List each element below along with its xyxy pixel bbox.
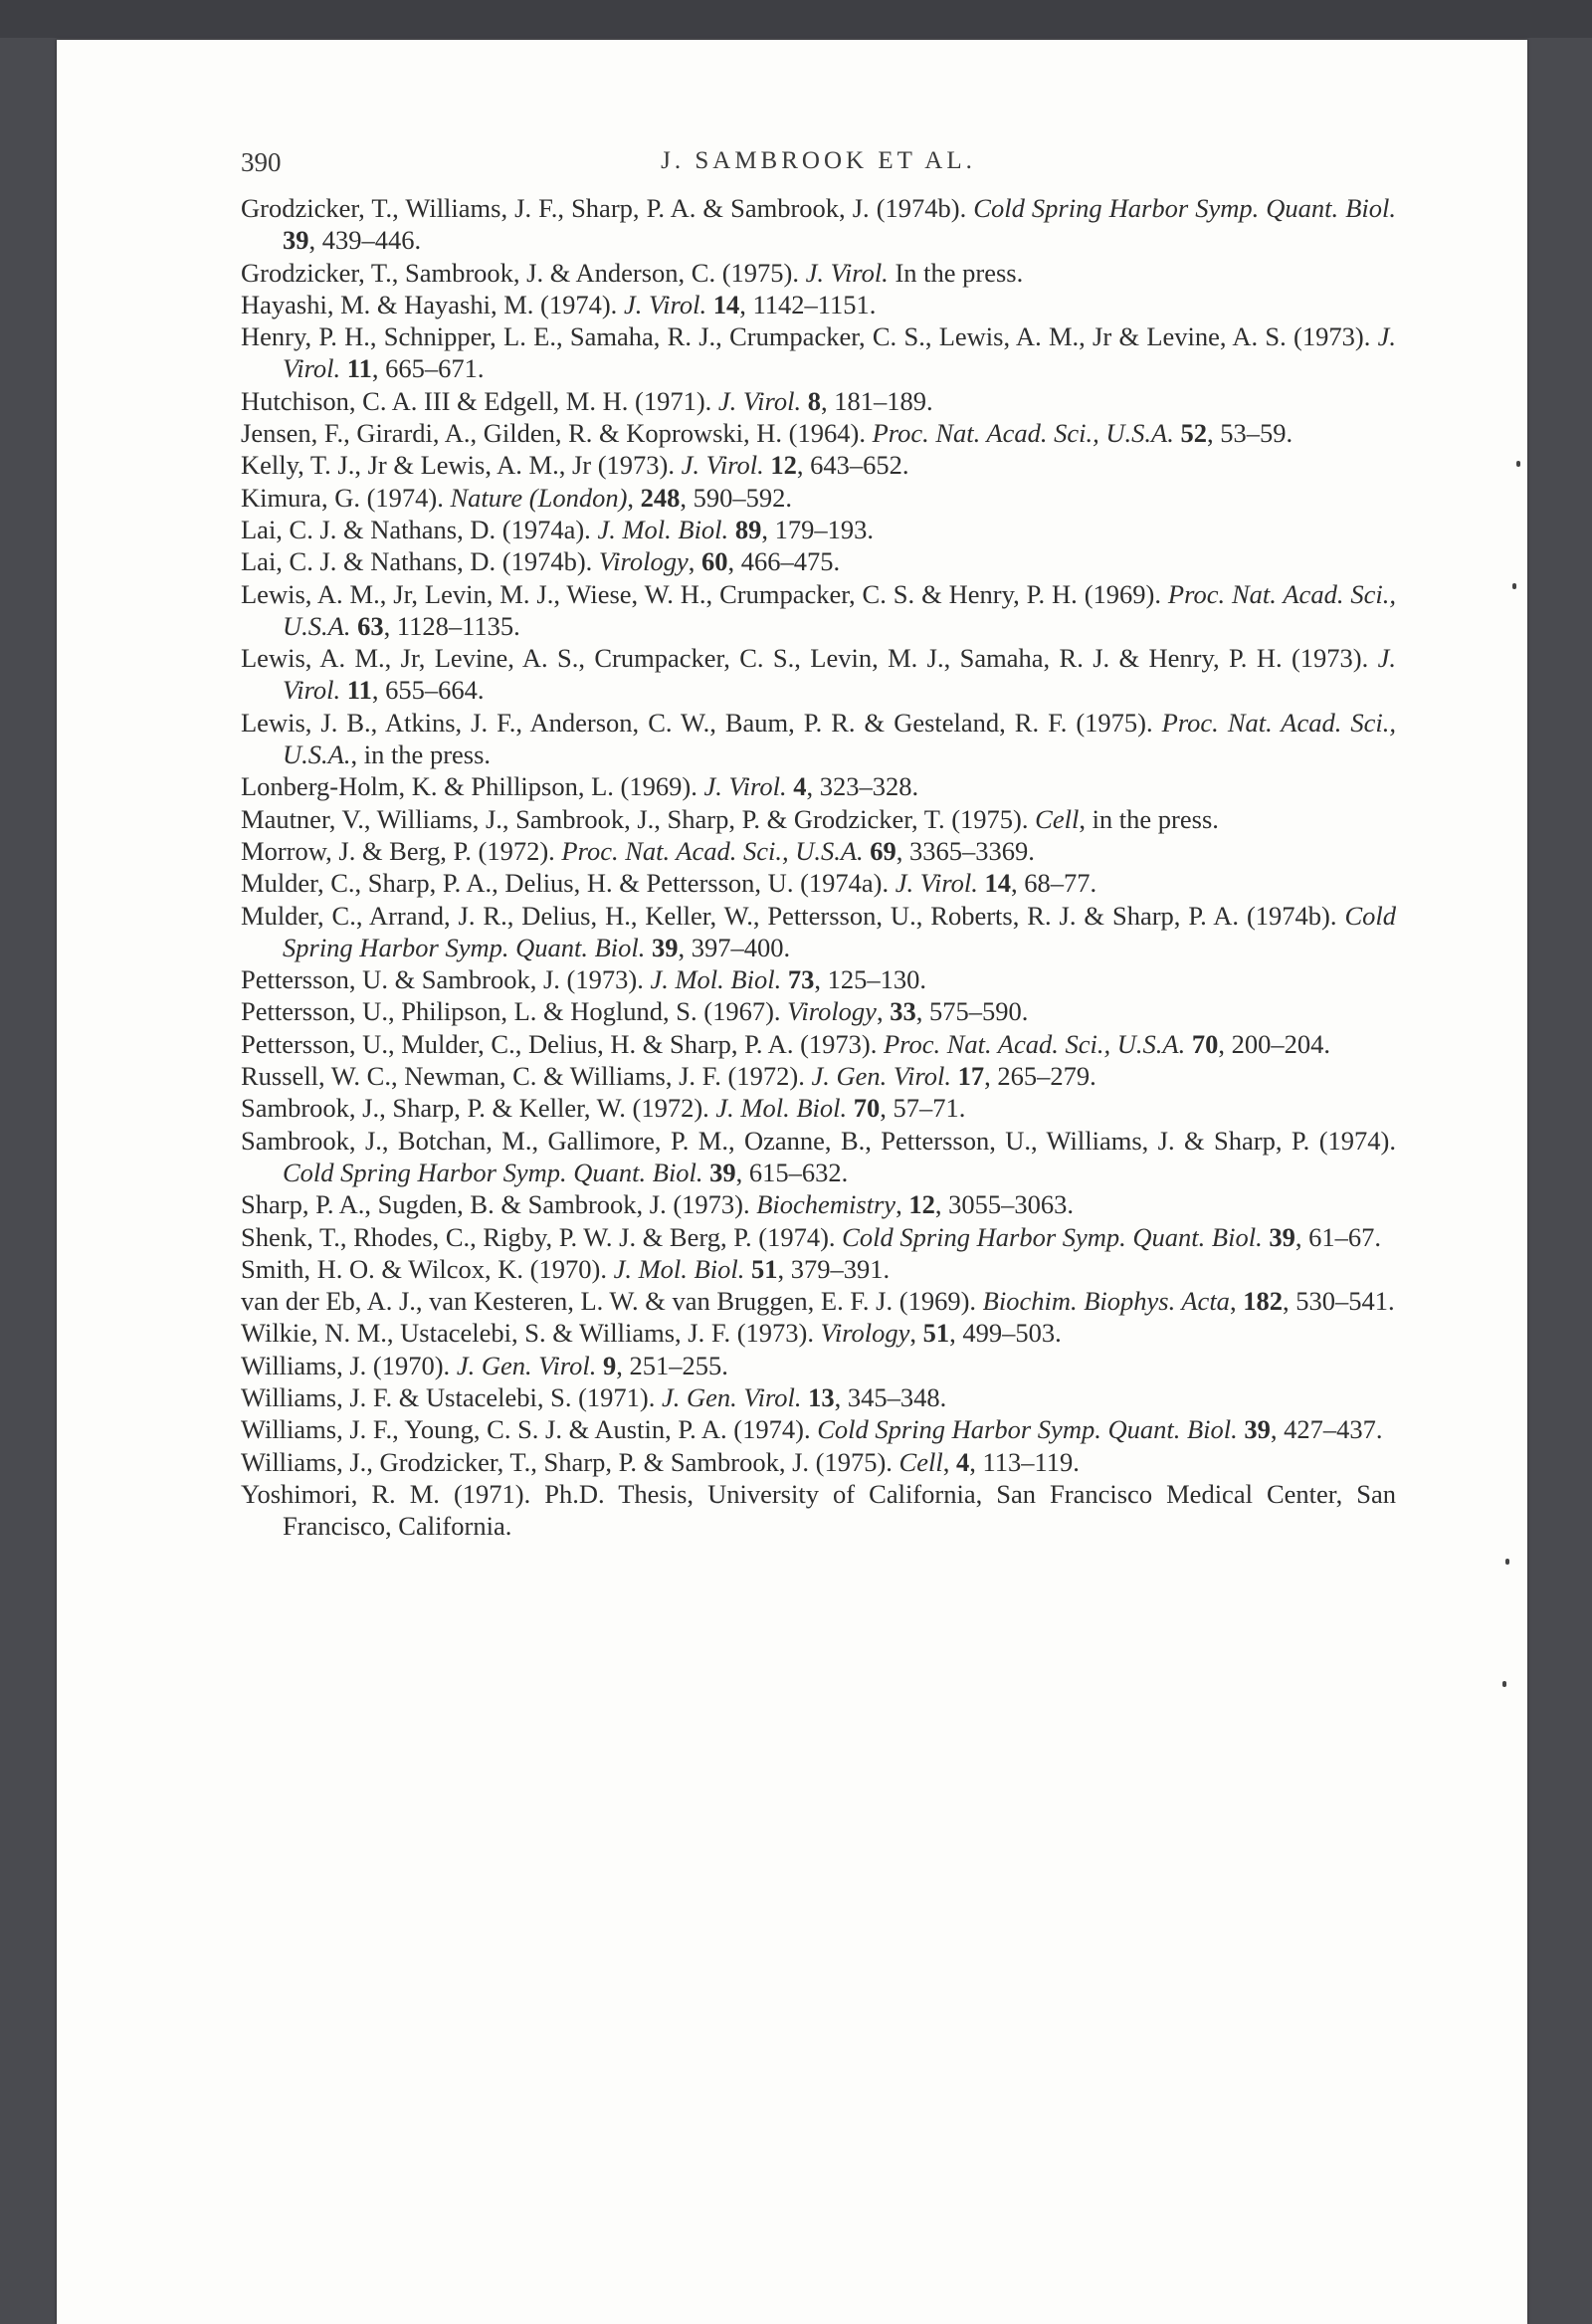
reference-journal: J. Mol. Biol.: [715, 1093, 848, 1124]
reference-authors: Mulder, C., Arrand, J. R., Delius, H., Keller, W., Pettersson, U., Roberts, R. J. & Sharp, P. A. (1974b).: [241, 900, 1345, 931]
reference-journal: J. Virol.: [895, 868, 978, 899]
reference-authors: Hayashi, M. & Hayashi, M. (1974).: [241, 289, 624, 319]
reference-authors: Yoshimori, R. M. (1971). Ph.D. Thesis, University of California, San Francisco Medical Center, San Francisco, California.: [241, 1478, 1396, 1542]
reference-entry: [241, 1317, 1396, 1349]
reference-volume: 9: [603, 1350, 617, 1380]
reference-authors: Sharp, P. A., Sugden, B. & Sambrook, J. (1973).: [241, 1189, 757, 1220]
reference-pages: , 1128–1135.: [383, 610, 520, 641]
reference-authors: Pettersson, U., Philipson, L. & Hoglund, S. (1967).: [241, 996, 788, 1027]
reference-separator: ,: [896, 1189, 909, 1220]
reference-separator: [340, 353, 347, 383]
reference-authors: Shenk, T., Rhodes, C., Rigby, P. W. J. & Berg, P. (1974).: [241, 1221, 843, 1252]
reference-journal: Cold Spring Harbor Symp. Quant. Biol.: [842, 1221, 1263, 1252]
page-header: [241, 147, 1396, 187]
reference-separator: [706, 290, 713, 319]
reference-volume: 51: [750, 1253, 778, 1284]
reference-volume: 13: [808, 1381, 835, 1412]
reference-authors: Lonberg-Holm, K. & Phillipson, L. (1969).: [241, 771, 704, 802]
reference-separator: [1185, 1029, 1192, 1059]
reference-volume: 14: [712, 289, 740, 319]
reference-journal: J. Virol.: [283, 321, 1396, 384]
reference-authors: Pettersson, U. & Sambrook, J. (1973).: [241, 964, 651, 995]
scanner-backdrop: [0, 0, 1592, 38]
reference-volume: 39: [1269, 1221, 1295, 1252]
reference-entry: [241, 1125, 1396, 1189]
reference-separator: ,: [688, 546, 701, 577]
reference-entry: [241, 770, 1396, 802]
reference-pages: in the press.: [1092, 803, 1219, 834]
reference-authors: Henry, P. H., Schnipper, L. E., Samaha, R. J., Crumpacker, C. S., Lewis, A. M., Jr & Levine, A. S. (1973).: [241, 321, 1378, 352]
reference-volume: 8: [807, 385, 821, 416]
reference-volume: 39: [1244, 1414, 1271, 1445]
reference-authors: Lai, C. J. & Nathans, D. (1974b).: [241, 546, 599, 577]
reference-pages: , 466–475.: [727, 546, 841, 577]
reference-separator: ,: [876, 996, 891, 1027]
reference-pages: , 499–503.: [949, 1318, 1062, 1349]
reference-separator: ,: [627, 482, 641, 513]
reference-volume: 17: [957, 1061, 985, 1092]
reference-authors: Williams, J. F., Young, C. S. J. & Austin, P. A. (1974).: [241, 1414, 818, 1445]
reference-journal: Proc. Nat. Acad. Sci., U.S.A.: [872, 418, 1174, 449]
reference-journal: Proc. Nat. Acad. Sci., U.S.A.: [561, 835, 864, 866]
reference-journal: J. Virol.: [805, 257, 889, 288]
reference-separator: ,: [1229, 1286, 1244, 1317]
reference-pages: , 345–348.: [834, 1381, 947, 1412]
reference-entry: [241, 835, 1396, 867]
reference-pages: , 251–255.: [616, 1350, 728, 1380]
reference-separator: [340, 675, 347, 705]
reference-entry: [241, 578, 1396, 643]
reference-pages: , 643–652.: [796, 450, 909, 481]
reference-separator: [781, 964, 788, 994]
reference-pages: , 427–437.: [1270, 1414, 1383, 1445]
reference-authors: Hutchison, C. A. III & Edgell, M. H. (1971).: [241, 385, 718, 416]
reference-pages: , 200–204.: [1218, 1028, 1330, 1059]
reference-pages: , 125–130.: [814, 964, 926, 995]
reference-entry: [241, 192, 1396, 257]
reference-volume: 33: [890, 996, 916, 1027]
reference-authors: van der Eb, A. J., van Kesteren, L. W. & van Bruggen, E. F. J. (1969).: [241, 1286, 983, 1317]
reference-authors: Lewis, A. M., Jr, Levine, A. S., Crumpacker, C. S., Levin, M. J., Samaha, R. J. & Henry, P. H. (1973).: [241, 643, 1378, 674]
reference-entry: [241, 257, 1396, 289]
reference-separator: ,: [909, 1318, 923, 1349]
reference-authors: Williams, J. F. & Ustacelebi, S. (1971).: [241, 1381, 662, 1412]
reference-authors: Williams, J. (1970).: [241, 1350, 457, 1380]
reference-authors: Lewis, A. M., Jr, Levin, M. J., Wiese, W. H., Crumpacker, C. S. & Henry, P. H. (1969).: [241, 578, 1168, 609]
reference-journal: Cell: [898, 1446, 943, 1477]
reference-authors: Morrow, J. & Berg, P. (1972).: [241, 835, 562, 866]
reference-entry: [241, 1253, 1396, 1285]
reference-entry: [241, 1381, 1396, 1413]
reference-separator: ,: [1079, 803, 1093, 834]
reference-separator: [744, 1254, 751, 1284]
reference-pages: , 53–59.: [1206, 418, 1294, 449]
reference-separator: [951, 1061, 958, 1091]
reference-entry: [241, 963, 1396, 995]
reference-journal: Cold Spring Harbor Symp. Quant. Biol.: [283, 1157, 703, 1187]
reference-pages: , 530–541.: [1282, 1286, 1395, 1317]
reference-authors: Sambrook, J., Botchan, M., Gallimore, P. M., Ozanne, B., Pettersson, U., Williams, J. & Sharp, P. (1974).: [241, 1125, 1396, 1156]
reference-entry: [241, 449, 1396, 481]
reference-journal: Biochim. Biophys. Acta: [982, 1286, 1230, 1317]
reference-pages: in the press.: [363, 739, 492, 770]
reference-journal: Virology: [598, 546, 689, 577]
reference-pages: In the press.: [895, 257, 1024, 288]
reference-volume: 4: [955, 1446, 970, 1477]
reference-entry: [241, 385, 1396, 417]
reference-journal: Proc. Nat. Acad. Sci., U.S.A.: [283, 578, 1396, 641]
reference-entry: [241, 1285, 1396, 1317]
reference-volume: 12: [770, 450, 797, 481]
reference-volume: 60: [700, 546, 728, 577]
reference-entry: [241, 1028, 1396, 1060]
reference-entry: [241, 1350, 1396, 1381]
reference-entry: [241, 320, 1396, 385]
reference-separator: ,: [350, 739, 364, 770]
reference-journal: J. Mol. Biol.: [597, 514, 729, 544]
reference-pages: , 1142–1151.: [739, 289, 877, 319]
page-number: 390: [241, 147, 282, 177]
reference-entry: [241, 514, 1396, 545]
reference-volume: 52: [1180, 418, 1207, 449]
reference-journal: J. Gen. Virol.: [811, 1061, 952, 1092]
reference-separator: [596, 1351, 603, 1380]
reference-entry: [241, 482, 1396, 514]
reference-pages: , 57–71.: [880, 1093, 966, 1124]
reference-journal: J. Virol.: [717, 385, 802, 416]
reference-volume: 39: [283, 225, 309, 256]
margin-mark: [1505, 1559, 1509, 1565]
reference-entry: [241, 1092, 1396, 1124]
reference-pages: , 439–446.: [308, 225, 422, 256]
margin-mark: [1502, 1681, 1506, 1687]
reference-journal: Proc. Nat. Acad. Sci., U.S.A.: [283, 707, 1396, 770]
reference-pages: , 68–77.: [1011, 868, 1097, 899]
reference-authors: Lai, C. J. & Nathans, D. (1974a).: [241, 514, 598, 544]
reference-pages: , 323–328.: [806, 771, 919, 802]
reference-journal: Cold Spring Harbor Symp. Quant. Biol.: [973, 193, 1396, 223]
reference-separator: ,: [942, 1446, 956, 1477]
reference-journal: Cold Spring Harbor Symp. Quant. Biol.: [283, 900, 1396, 962]
reference-volume: 182: [1243, 1286, 1283, 1317]
reference-pages: , 265–279.: [984, 1061, 1096, 1092]
reference-journal: J. Gen. Virol.: [456, 1350, 597, 1380]
reference-pages: , 575–590.: [915, 996, 1029, 1027]
reference-volume: 4: [793, 771, 807, 802]
reference-pages: , 615–632.: [735, 1157, 849, 1187]
reference-authors: Mautner, V., Williams, J., Sambrook, J., Sharp, P. & Grodzicker, T. (1975).: [241, 803, 1036, 834]
reference-entry: [241, 642, 1396, 707]
reference-pages: , 397–400.: [678, 932, 791, 962]
reference-volume: 89: [734, 514, 762, 544]
reference-pages: , 3365–3369.: [896, 835, 1035, 866]
reference-authors: Lewis, J. B., Atkins, J. F., Anderson, C. W., Baum, P. R. & Gesteland, R. F. (1975).: [241, 707, 1162, 738]
reference-journal: Nature (London): [450, 482, 628, 513]
reference-volume: 12: [908, 1189, 935, 1220]
reference-authors: Mulder, C., Sharp, P. A., Delius, H. & Pettersson, U. (1974a).: [241, 868, 896, 899]
reference-entry: [241, 289, 1396, 320]
reference-volume: 70: [853, 1093, 881, 1124]
reference-pages: , 181–189.: [820, 385, 933, 416]
margin-mark: [1512, 583, 1516, 589]
reference-journal: J. Gen. Virol.: [661, 1381, 802, 1412]
reference-volume: 14: [984, 868, 1012, 899]
reference-entry: [241, 803, 1396, 835]
reference-authors: Pettersson, U., Mulder, C., Delius, H. & Sharp, P. A. (1973).: [241, 1028, 884, 1059]
reference-authors: Russell, W. C., Newman, C. & Williams, J. F. (1972).: [241, 1061, 812, 1092]
reference-authors: Smith, H. O. & Wilcox, K. (1970).: [241, 1253, 614, 1284]
reference-journal: Cell: [1035, 803, 1080, 834]
reference-journal: J. Virol.: [681, 450, 764, 481]
reference-journal: J. Mol. Biol.: [650, 964, 782, 995]
reference-entry: [241, 1413, 1396, 1445]
margin-mark: [1516, 461, 1520, 467]
reference-journal: J. Mol. Biol.: [613, 1253, 745, 1284]
reference-entry: [241, 900, 1396, 964]
reference-entry: [241, 867, 1396, 899]
reference-volume: 39: [709, 1157, 736, 1187]
reference-authors: Wilkie, N. M., Ustacelebi, S. & Williams, J. F. (1973).: [241, 1318, 821, 1349]
reference-authors: Williams, J., Grodzicker, T., Sharp, P. & Sambrook, J. (1975).: [241, 1446, 899, 1477]
reference-volume: 248: [640, 482, 681, 513]
reference-authors: Grodzicker, T., Williams, J. F., Sharp, P. A. & Sambrook, J. (1974b).: [241, 193, 974, 223]
reference-separator: [847, 1093, 854, 1123]
reference-authors: Jensen, F., Girardi, A., Gilden, R. & Koprowski, H. (1964).: [241, 418, 873, 449]
reference-entry: [241, 707, 1396, 771]
reference-pages: , 655–664.: [371, 675, 485, 706]
reference-volume: 11: [346, 353, 372, 384]
reference-entry: [241, 417, 1396, 449]
reference-entry: [241, 1446, 1396, 1478]
reference-journal: Virology: [820, 1318, 910, 1349]
reference-authors: Grodzicker, T., Sambrook, J. & Anderson, C. (1975).: [241, 257, 806, 288]
reference-pages: , 61–67.: [1294, 1221, 1381, 1252]
reference-entry: [241, 1060, 1396, 1092]
reference-entry: [241, 995, 1396, 1027]
reference-entry: [241, 1188, 1396, 1220]
reference-authors: Kimura, G. (1974).: [241, 482, 451, 513]
reference-journal: J. Virol.: [703, 771, 787, 802]
reference-pages: , 665–671.: [371, 353, 485, 384]
reference-volume: 39: [652, 932, 679, 962]
reference-separator: [801, 386, 808, 416]
reference-volume: 69: [870, 835, 896, 866]
reference-entry: [241, 1221, 1396, 1253]
reference-separator: [645, 933, 652, 962]
reference-separator: [728, 515, 735, 544]
reference-list: [241, 192, 1396, 1542]
reference-volume: 63: [357, 610, 384, 641]
reference-journal: Biochemistry: [756, 1189, 896, 1220]
reference-journal: Proc. Nat. Acad. Sci., U.S.A.: [883, 1028, 1186, 1059]
reference-volume: 51: [922, 1318, 950, 1349]
reference-volume: 11: [346, 675, 372, 706]
reference-volume: 70: [1191, 1028, 1219, 1059]
reference-entry: [241, 545, 1396, 577]
reference-authors: Sambrook, J., Sharp, P. & Keller, W. (1972).: [241, 1093, 716, 1124]
reference-separator: [978, 868, 985, 898]
running-head: J. SAMBROOK ET AL.: [661, 147, 976, 174]
reference-journal: J. Virol.: [283, 643, 1396, 706]
reference-entry: [241, 1478, 1396, 1543]
reference-journal: J. Virol.: [623, 289, 707, 319]
reference-pages: , 590–592.: [680, 482, 793, 513]
reference-pages: , 379–391.: [777, 1253, 891, 1284]
reference-authors: Kelly, T. J., Jr & Lewis, A. M., Jr (1973).: [241, 450, 682, 481]
reference-pages: , 179–193.: [761, 514, 874, 544]
reference-journal: Virology: [787, 996, 877, 1027]
reference-volume: 73: [787, 964, 815, 995]
reference-pages: , 3055–3063.: [934, 1189, 1074, 1220]
reference-pages: , 113–119.: [969, 1446, 1080, 1477]
reference-journal: Cold Spring Harbor Symp. Quant. Biol.: [817, 1414, 1238, 1445]
